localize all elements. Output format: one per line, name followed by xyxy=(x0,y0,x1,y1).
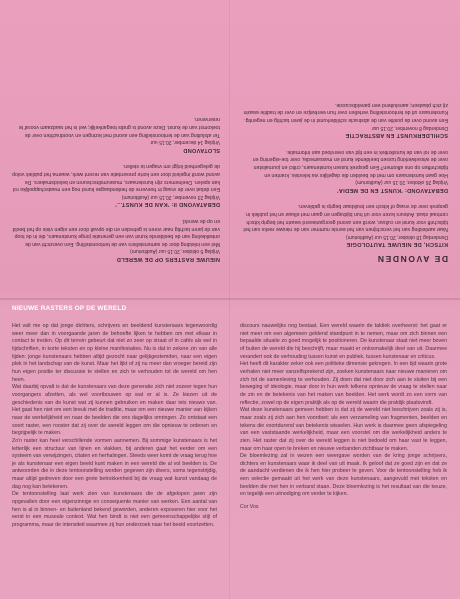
event-item xyxy=(12,115,220,153)
event-item xyxy=(243,147,448,193)
event-meta: Donderdag 8 november, 20.15 uur xyxy=(371,124,448,131)
event-title: SCHILDERKUNST EN ABSTRACTIE xyxy=(345,132,448,139)
event-meta: Donderdag 18 oktober, 20.15 uur (Auditorium) xyxy=(345,233,448,240)
event-item xyxy=(243,202,448,248)
event-body: Ter afsluiting van de tentoonstelling een avond met lezingen en voordrachten over de toekomst van de kunst. Deze avond is gratis toegankelijk; wel is het raadzaam vooraf te reserveren. xyxy=(18,116,220,138)
event-title: DEBATAVOND: 'KUNST EN DE MEDIA' xyxy=(336,186,448,193)
event-meta: Vrijdag 26 oktober, 20.15 uur (Auditorium) xyxy=(355,179,448,186)
fold-line xyxy=(0,298,460,300)
article-right-column xyxy=(240,323,447,512)
event-item xyxy=(12,162,220,208)
event-meta: Vrijdag 14 december, 20.15 uur xyxy=(150,139,220,146)
author-signature: Cor Vos xyxy=(240,504,259,511)
event-meta: Vrijdag 23 november, 20.15 uur (Auditorium) xyxy=(121,193,220,200)
event-body: Naar aanleiding van het verschijnen van het eerste nummer van de nieuwe reeks van het tijdschrift voor kunst en cultuur, wordt een avond georganiseerd waarin het begrip kitsch centraal staat. Auteurs lezen voor uit hun bijdragen en gaan met elkaar en het publiek in gesprek over de vraag of kitsch een bruikbaar begrip is gebleven. xyxy=(243,203,448,233)
event-body: Een debat over de vraag in hoeverre de hedendaagse kunst nog een maatschappelijke rol kan spelen. Deelnemers zijn kunstenaars, museumdirecteuren en beleidsmakers. De avond wordt ingeleid door een korte presentatie van recent werk, waarna het publiek volop de gelegenheid krijgt om vragen te stellen. xyxy=(12,163,220,193)
event-body: Een avond over de positie van de abstracte schilderkunst in de jaren tachtig en negentig. Kunstenaars uit de tentoonstelling vertellen over hun werkwijze en over de traditie waarin zij zich plaatsen; aansluitend een paneldiscussie. xyxy=(243,101,448,124)
event-title: NIEUWE RASTERS OP DE WERELD xyxy=(116,256,220,262)
event-title: SLOTAVOND xyxy=(183,146,220,153)
event-body: Met een inleiding door de samenstellers van de tentoonstelling. Een overzicht van de ontwikkeling van de beeldende kunst van een generatie jonge kunstenaars, die in de loop van de jaren tachtig naar voren is getreden en die opvalt door een eigen visie op het beeld en op de wereld. xyxy=(12,218,220,247)
article-left-column xyxy=(12,323,217,530)
article-paragraph: Zo'n raster kan heel verschillende vormen aannemen. Bij sommige kunstenaars is het letterlijk een structuur van lijnen en vlakken, bij anderen gaat het eerder om een systeem van verwijzingen, citaten en herhalingen. Steeds weer komt de vraag terug hoe je als kunstenaar een eigen beeld kunt maken in een wereld die al vol beelden is. De antwoorden die in deze tentoonstelling worden gegeven zijn divers, soms tegenstrijdig, maar altijd gedreven door een grote betrokkenheid bij de vraag wat kunst vandaag de dag nog kan betekenen. xyxy=(12,437,217,490)
article-paragraph: Het heeft dit karakter zeker ook een politieke dimensie gekregen. In een tijd waarin grote verhalen niet meer vanzelfsprekend zijn, zoeken kunstenaars naar nieuwe manieren om zich tot de samenleving te verhouden. Zij doen dat niet door zich aan te sluiten bij een beweging of ideologie, maar door in hun werk telkens opnieuw de vraag te stellen naar de zin en de betekenis van het maken van beelden. Het werk wordt zo een vorm van reflectie, zowel op de eigen praktijk als op de wereld waarin die praktijk plaatsvindt. xyxy=(240,361,447,406)
article-paragraph: Het valt me op dat jonge dichters, schrijvers en beeldend kunstenaars tegenwoordig weer meer dan in voorgaande jaren de behoefte lijken te hebben om met elkaar in contact te treden. Op dit terrein gebeurt dat niet zo zeer op straat of in cafés als wel in tijdschriften, in korte teksten en op kleine manifestaties. Nu is dat in zekere zin van alle tijden: jonge kunstenaars hebben altijd gezocht naar gelijkgestemden, naar een eigen plek in het landschap van de kunst. Maar het lijkt of zij nu meer dan vroeger bereid zijn hun eigen positie ter discussie te stellen en zich te verhouden tot de wereld om hen heen. xyxy=(12,323,217,383)
event-title: DEBATAVOND II: 'KAN DE KUNST...' xyxy=(115,201,220,208)
article-title: NIEUWE RASTERS OP DE WERELD xyxy=(12,305,127,312)
article-paragraph: De bloemlezing zal in wezen een weergave worden van de kring jonge schrijvers, dichters en kunstenaars waar ik deel van uit maak. Ik geloof dat ze goed zijn en dat ze de aandacht verdienen die ik hen hier probeer te geven. Voor de tentoonstelling heb ik een selectie gemaakt uit het werk van deze kunstenaars, aangevuld met teksten en beelden die met hen in verband staan. Deze bloemlezing is het resultaat van die keuze, en tegelijk een uitnodiging om verder te kijken. xyxy=(240,453,447,498)
event-meta: Vrijdag 5 oktober, 20.15 uur (Auditorium) xyxy=(130,248,220,255)
upside-down-section xyxy=(0,0,460,298)
event-item xyxy=(243,100,448,138)
event-title: KITSCH, DE NIEUWE TAUTOLOGIE xyxy=(346,241,448,248)
article-paragraph: De tentoonstelling laat werk zien van kunstenaars die de afgelopen jaren zijn opgevallen door een eigenzinnige en consequente manier van werken. Een aantal van hen is al in binnen- en buitenland bekend geworden, anderen exposeren hier voor het eerst in een museale context. Wat hen bindt is niet een gemeenschappelijke stijl of programma, maar de intensiteit waarmee zij hun onderzoek naar het beeld voortzetten. xyxy=(12,491,217,529)
event-item xyxy=(12,216,220,262)
section-title: DE AVONDEN xyxy=(376,254,448,264)
upper-right-column xyxy=(12,106,220,262)
article-paragraph: Wat daarbij opvalt is dat de kunstenaars van deze generatie zich niet zozeer tegen hun voorgangers afzetten, als wel voortbouwen op wat er al is. Ze kiezen uit de geschiedenis van de kunst wat zij kunnen gebruiken en maken daar iets nieuws van. Het gaat hen niet om een breuk met de traditie, maar om een nieuwe manier van kijken naar de werkelijkheid en naar de beelden die ons dagelijks omringen. Zo ontstaat een soort raster, een rooster dat zij over de wereld leggen om die opnieuw te ordenen en begrijpelijk te maken. xyxy=(12,384,217,437)
article-paragraph: Wat deze kunstenaars gemeen hebben is dat zij de wereld niet beschrijven zoals zij is, maar zoals zij zich aan hen voordoet: als een verzameling van fragmenten, beelden en tekens die voortdurend van betekenis wisselen. Hun werk is daarmee geen afspiegeling van een vaststaande werkelijkheid, maar een voorstel om die werkelijkheid anders te zien. Het raster dat zij over de wereld leggen is niet bedoeld om haar vast te leggen, maar om haar open te breken en nieuwe verbanden zichtbaar te maken. xyxy=(240,407,447,452)
article-paragraph: discours nauwelijks nog bestaat. Een wereld waarin de taktiek overheerst: het gaat er niet meer om een algemeen geldend standpunt in te nemen, maar om zich binnen een bepaalde situatie zo goed mogelijk te positioneren. De kunstenaar staat niet meer boven of buiten de wereld die hij beschrijft, maar maakt er onlosmakelijk deel van uit. Daarmee verandert ook de verhouding tussen kunst en publiek, tussen kunstenaar en criticus. xyxy=(240,323,447,360)
upper-left-column xyxy=(243,91,448,262)
event-body: Hoe gaan kunstenaars om met de beelden die dagelijks via televisie, kranten en tijdschriften op ons afkomen? Een gesprek tussen kunstenaars, critici en journalisten over de wisselwerking tussen beeldende kunst en massamedia, over toe-eigening en over de rol van de kunstkritiek in een tijd van overvloed aan informatie. xyxy=(252,148,448,178)
